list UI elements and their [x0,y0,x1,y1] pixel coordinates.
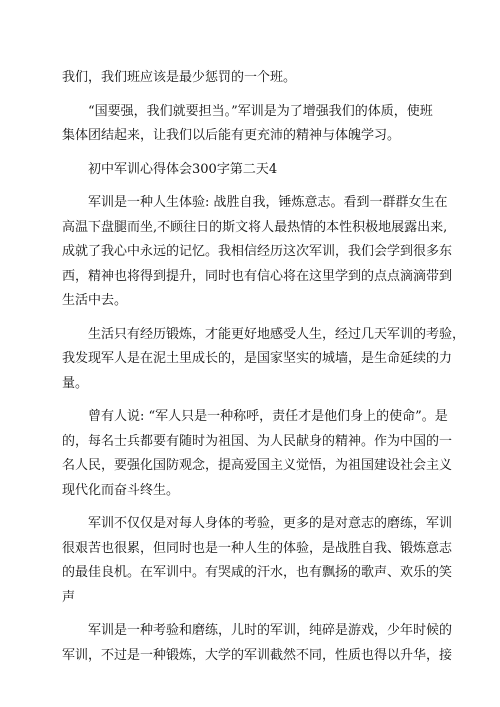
text-line: 军训不仅仅是对每人身体的考验，更多的是对意志的磨练，军训 [88,516,453,531]
text-line: 曾有人说: “军人只是一种称呼，责任才是他们身上的使命”。是 [88,409,448,424]
document-body [62,66,466,668]
text-line: “国要强，我们就要担当。”军训是为了增强我们的体质，使班 [88,103,433,119]
text-line: 声 [62,589,76,605]
text-line: 我发现军人是在泥土里成长的，是国家坚实的城墙，是生命延续的力 [62,351,453,366]
text-line: 的最佳良机。在军训中。有哭咸的汗水，也有飘扬的歌声、欢乐的笑 [62,565,453,580]
text-line: 名人民，要强化国防观念，提高爱国主义觉悟，为祖国建设社会主义 [62,458,453,473]
paragraph [62,66,447,91]
paragraph [62,512,453,610]
text-line: 成就了我心中永远的记忆。我相信经历这次军训，我们会学到很多东 [62,244,453,259]
text-line: 高温下盘腿而坐,不顾往日的斯文将人最热情的本性积极地展露出来, [62,219,448,235]
paragraph [62,191,453,314]
text-line: 军训，不过是一种锻炼，大学的军训截然不同，性质也得以升华，接 [62,647,453,663]
text-line: 军训是一种考验和磨练，儿时的军训，纯碎是游戏，少年时候的 [88,623,453,638]
text-line: 西，精神也将得到提升，同时也有信心将在这里学到的点点滴滴带到 [62,268,453,284]
text-line: 的，每名士兵都要有随时为祖国、为人民献身的精神。作为中国的一 [62,433,453,449]
heading-text: 初中军训心得体会300字第二天4 [88,161,278,177]
paragraph [62,619,453,668]
text-line: 我们，我们班应该是最少惩罚的一个班。 [62,70,297,85]
text-line: 军训是一种人生体验: 战胜自我，锤炼意志。看到一群群女生在 [88,195,448,210]
text-line: 很艰苦也很累，但同时也是一种人生的体验，是战胜自我、锻炼意志 [62,540,453,556]
text-line: 现代化而奋斗终生。 [62,482,180,498]
paragraph [62,405,453,503]
section-heading [62,158,447,183]
paragraph [62,323,466,397]
text-line: 生活只有经历锻炼，才能更好地感受人生，经过几天军训的考验， [88,326,466,342]
paragraph [62,100,447,149]
text-line: 集体团结起来，让我们以后能有更充沛的精神与体魄学习。 [62,128,401,143]
text-line: 量。 [62,375,89,391]
text-line: 生活中去。 [62,293,128,308]
